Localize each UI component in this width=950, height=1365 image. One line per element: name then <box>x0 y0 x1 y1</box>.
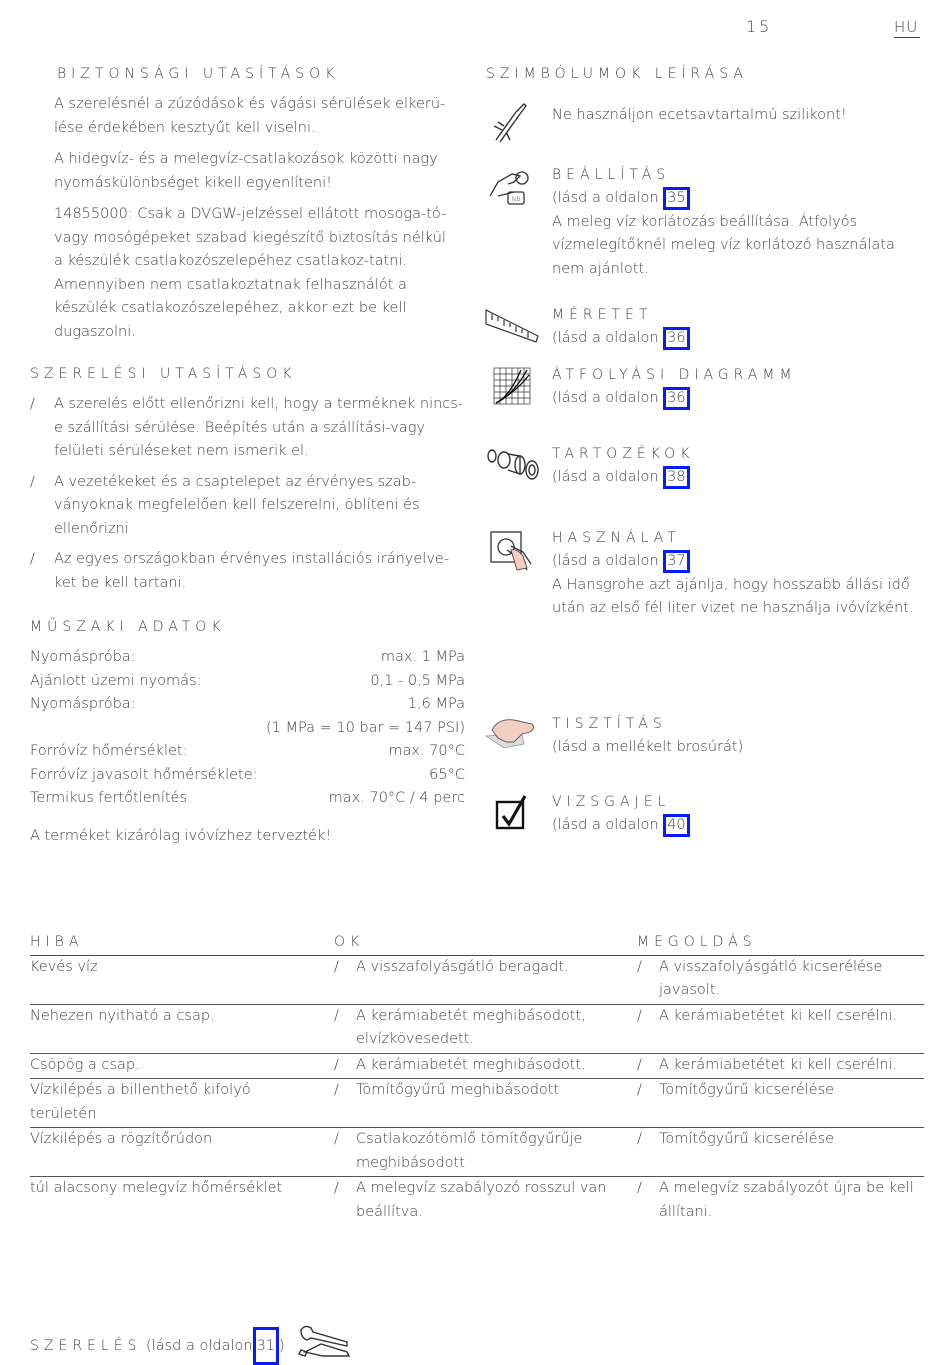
flow-page-link[interactable]: 36 <box>663 387 689 410</box>
cleaning-title: TISZTÍTÁS <box>552 716 667 732</box>
ruler-icon <box>484 306 540 346</box>
flow-block <box>552 364 912 411</box>
tech-row: (1 MPa = 10 bar = 147 PSI) <box>266 719 465 736</box>
tech-row: Termikus fertőtlenítés max. 70°C / 4 perc <box>30 790 465 806</box>
accessories-block <box>552 443 912 490</box>
accessories-ref: (lásd a oldalon 38 <box>552 466 912 490</box>
setting-title: BEÁLLÍTÁS <box>552 167 671 183</box>
assembly-line: SZERELÉS (lásd a oldalon 31 ) <box>30 1327 285 1365</box>
setting-ref: (lásd a oldalon 35 <box>552 187 912 211</box>
usage-block <box>552 527 914 621</box>
setting-block <box>552 164 912 281</box>
table-row: Kevés víz / A visszafolyásgátló beragadt. / A visszafolyásgátló kicserélése javasolt. <box>30 955 924 1004</box>
language-code: HU <box>894 18 919 36</box>
install-item: / Az egyes országokban érvényes installációs irányelve-ket be kell tartani. <box>30 551 450 591</box>
usage-ref: (lásd a oldalon 37 <box>552 550 914 574</box>
usage-text: A Hansgrohe azt ajánlja, hogy hosszabb állási idő után az első fél liter vizet ne használja ivóvízként. <box>552 576 914 616</box>
accessories-page-link[interactable]: 38 <box>663 466 689 489</box>
safety-paragraph: 14855000: Csak a DVGW-jelzéssel ellátott mosoga-tó- vagy mosógépeket szabad kiegészítő biztosítás nélkül a készülék csatlakozószelepéhez csatlakoz-tatni. Amennyiben nem csatlakoztatnak felhasználót a készülék csatlakozószelepéhez, akkor ezt be kell dugaszolni. <box>54 206 447 340</box>
wrench-screwdriver-icon <box>297 1322 353 1362</box>
usage-title: HASZNÁLAT <box>552 530 681 546</box>
table-row: Vízkilépés a billenthető kifolyó területén / Tömítőgyűrű meghibásodott / Tömítőgyűrű kicserélése <box>30 1079 924 1128</box>
flow-title: ÁTFOLYÁSI DIAGRAMM <box>552 367 797 383</box>
cleaning-text: (lásd a mellékelt brosúrát) <box>552 739 744 755</box>
tech-row: Forróvíz hőmérséklet: max. 70°C <box>30 743 465 759</box>
safety-title: BIZTONSÁGI UTASÍTÁSOK <box>57 66 340 82</box>
accessories-icon <box>484 446 542 482</box>
accessories-title: TARTOZÉKOK <box>552 446 695 462</box>
cleaning-hand-icon <box>484 712 540 752</box>
setting-text: A meleg víz korlátozás beállítása. Átfolyós vízmelegítőknél meleg víz korlátozó használata nem ajánlott. <box>552 213 895 277</box>
table-row: Nehezen nyitható a csap. / A kerámiabetét meghibásodott, elvízkövesedett. / A kerámiabetétet ki kell cserélni. <box>30 1004 924 1053</box>
dims-ref: (lásd a oldalon 36 <box>552 327 912 351</box>
svg-text:NB: NB <box>511 196 521 203</box>
install-list <box>30 393 465 602</box>
tech-row: Forróvíz javasolt hőmérséklete: 65°C <box>30 766 465 783</box>
install-item: / A vezetékeket és a csaptelepet az érvényes szab-ványoknak megfelelően kell felszerelni, öblíteni és ellenőrizni <box>30 473 420 537</box>
dims-title: MÉRETET <box>552 307 653 323</box>
test-title: VIZSGAJEL <box>552 794 671 810</box>
dims-block <box>552 304 912 351</box>
table-row: túl alacsony melegvíz hőmérséklet / A melegvíz szabályozó rosszul van beállítva. / A melegvíz szabályozót újra be kell állítani. <box>30 1180 914 1220</box>
tech-title: MŰSZAKI ADATOK <box>30 619 226 635</box>
install-item: / A szerelés előtt ellenőrizni kell, hogy a terméknek nincs-e szállítási sérülése. Beépítés után a szállítási-vagy felületi sérüléseket nem ismerik el. <box>30 396 464 459</box>
test-ref: (lásd a oldalon 40 <box>552 814 912 838</box>
tech-note: A terméket kizárólag ivóvízhez tervezték! <box>30 828 332 844</box>
flow-ref: (lásd a oldalon 36 <box>552 387 912 411</box>
assembly-ref: (lásd a oldalon <box>146 1338 253 1354</box>
silicone-note: Ne használjon ecetsavtartalmú szilikont! <box>552 107 847 123</box>
usage-page-link[interactable]: 37 <box>663 550 689 573</box>
safety-paragraph: A szerelésnél a zúzódások és vágási sérülések elkerü-lése érdekében kesztyűt kell viselni. <box>54 96 446 136</box>
table-header-row <box>30 928 924 955</box>
table-row: Csöpög a csap. / A kerámiabetét meghibásodott. / A kerámiabetétet ki kell cserélni. <box>30 1053 924 1079</box>
table-row: Vízkilépés a rögzítőrúdon / Csatlakozótömlő tömítőgyűrűje meghibásodott / Tömítőgyűrű kicserélése <box>30 1128 924 1177</box>
tech-row: Ajánlott üzemi nyomás: 0,1 - 0,5 MPa <box>30 672 465 689</box>
assembly-page-link[interactable]: 31 <box>253 1327 279 1365</box>
test-block <box>552 791 912 838</box>
safety-paragraph: A hidegvíz- és a melegvíz-csatlakozások közötti nagy nyomáskülönbséget kikell egyenlíteni! <box>54 151 438 191</box>
troubleshooting-table <box>30 928 924 1224</box>
tech-table <box>30 646 465 811</box>
header-fault: HIBA <box>30 928 334 955</box>
usage-hand-icon <box>487 528 535 572</box>
header-solution: MEGOLDÁS <box>637 928 924 955</box>
setting-hand-icon <box>486 164 534 208</box>
header-cause: OK <box>334 928 637 955</box>
test-page-link[interactable]: 40 <box>663 814 689 837</box>
silicone-gun-icon <box>490 100 530 144</box>
tech-row: Nyomáspróba: max. 1 MPa <box>30 649 465 665</box>
flow-diagram-icon <box>493 367 531 405</box>
checkmark-icon <box>495 794 529 832</box>
assembly-title: SZERELÉS <box>30 1338 142 1354</box>
dims-page-link[interactable]: 36 <box>663 327 689 350</box>
symbols-title: SZIMBÓLUMOK LEÍRÁSA <box>486 66 748 82</box>
page-number: 15 <box>746 17 773 36</box>
setting-page-link[interactable]: 35 <box>663 187 689 210</box>
cleaning-block <box>552 713 912 760</box>
install-title: SZERELÉSI UTASÍTÁSOK <box>30 366 297 382</box>
safety-text <box>54 93 459 352</box>
tech-row: Nyomáspróba: 1,6 MPa <box>30 696 465 712</box>
